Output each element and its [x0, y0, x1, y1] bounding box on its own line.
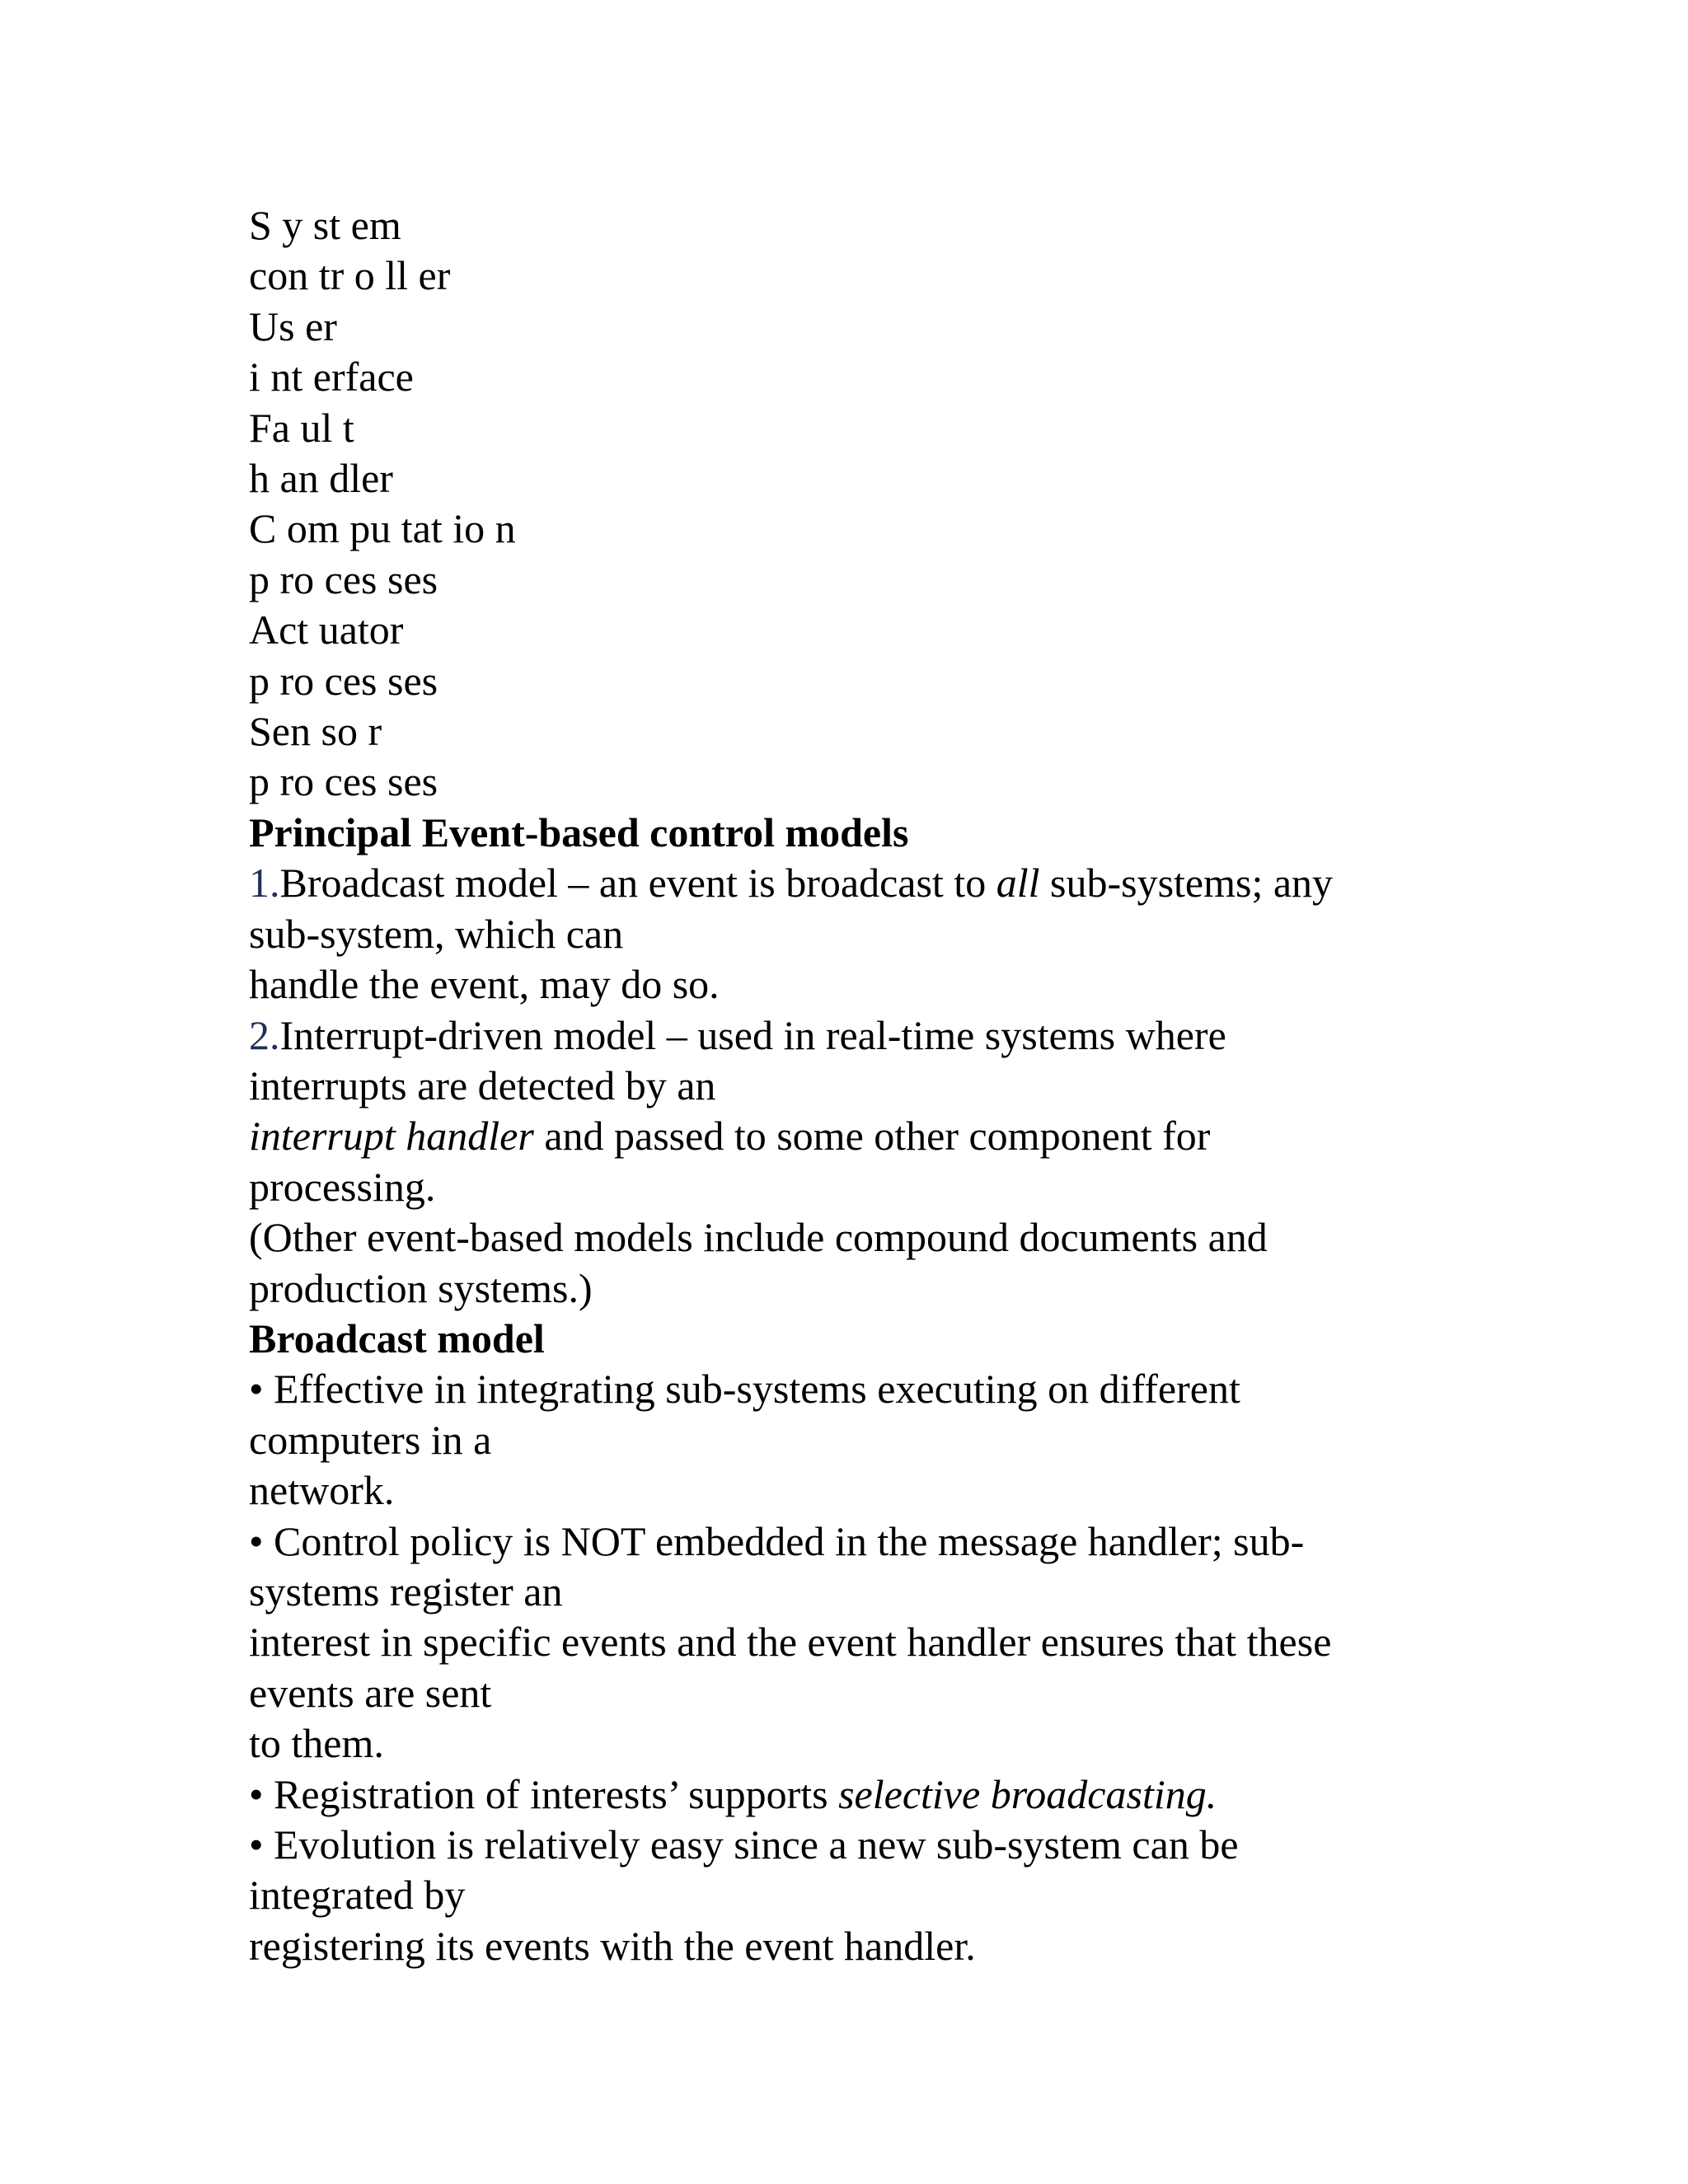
emphasis-text: all — [996, 860, 1040, 907]
diagram-labels — [249, 200, 1444, 808]
paragraph-text: interrupts are detected by an — [249, 1062, 716, 1108]
section-broadcast-model — [249, 1314, 1444, 1971]
bullet-text: • Control policy is NOT embedded in the message handler; sub- — [249, 1517, 1305, 1564]
bullet-text: • Registration of interests’ supports — [249, 1770, 839, 1817]
bullet-text: systems register an — [249, 1568, 563, 1615]
note-text: (Other event-based models include compound documents and — [249, 1214, 1268, 1261]
diagram-label: S y st em — [249, 202, 401, 248]
diagram-label: C om pu tat io n — [249, 505, 516, 552]
document-page — [249, 200, 1444, 1971]
bullet-item — [249, 1516, 1444, 1769]
paragraph-text: processing. — [249, 1163, 436, 1210]
diagram-label: i nt erface — [249, 354, 414, 401]
diagram-label: h an dler — [249, 455, 393, 502]
bullet-text: events are sent — [249, 1669, 492, 1716]
paragraph-text: Broadcast model – an event is broadcast to — [279, 860, 996, 907]
emphasis-text: interrupt handler — [249, 1113, 534, 1160]
emphasis-text: selective broadcasting. — [838, 1770, 1217, 1817]
bullet-item — [249, 1769, 1444, 1820]
diagram-label: Sen so r — [249, 708, 382, 755]
diagram-label: p ro ces ses — [249, 555, 438, 602]
paragraph-text: and passed to some other component for — [533, 1113, 1211, 1160]
paragraph-text: sub-system, which can — [249, 910, 624, 957]
section-event-models — [249, 808, 1444, 1314]
bullet-text: network. — [249, 1467, 395, 1514]
bullet-item — [249, 1364, 1444, 1516]
diagram-label: Fa ul t — [249, 404, 354, 451]
list-number: 1. — [249, 860, 280, 907]
list-item-interrupt — [249, 1010, 1444, 1213]
bullet-text: computers in a — [249, 1416, 492, 1463]
note-text: production systems.) — [249, 1264, 593, 1311]
bullet-text: • Evolution is relatively easy since a new sub-system can be — [249, 1821, 1239, 1868]
paragraph-text: sub-systems; any — [1039, 860, 1334, 907]
paragraph-text: handle the event, may do so. — [249, 961, 720, 1008]
section-heading: Broadcast model — [249, 1315, 545, 1361]
section-heading: Principal Event-based control models — [249, 808, 909, 855]
bullet-text: interest in specific events and the event handler ensures that these — [249, 1619, 1332, 1666]
bullet-text: registering its events with the event handler. — [249, 1922, 976, 1969]
bullet-text: to them. — [249, 1720, 384, 1767]
list-number: 2. — [249, 1011, 280, 1058]
diagram-label: Us er — [249, 302, 337, 349]
diagram-label: p ro ces ses — [249, 657, 438, 704]
diagram-label: Act uator — [249, 607, 404, 654]
list-item-broadcast — [249, 858, 1444, 1010]
bullet-text: • Effective in integrating sub-systems executing on different — [249, 1366, 1240, 1413]
bullet-text: integrated by — [249, 1872, 466, 1919]
diagram-label: p ro ces ses — [249, 758, 438, 805]
diagram-label: con tr o ll er — [249, 252, 451, 299]
paragraph-text: Interrupt-driven model – used in real-time systems where — [279, 1011, 1226, 1058]
bullet-item — [249, 1820, 1444, 1971]
